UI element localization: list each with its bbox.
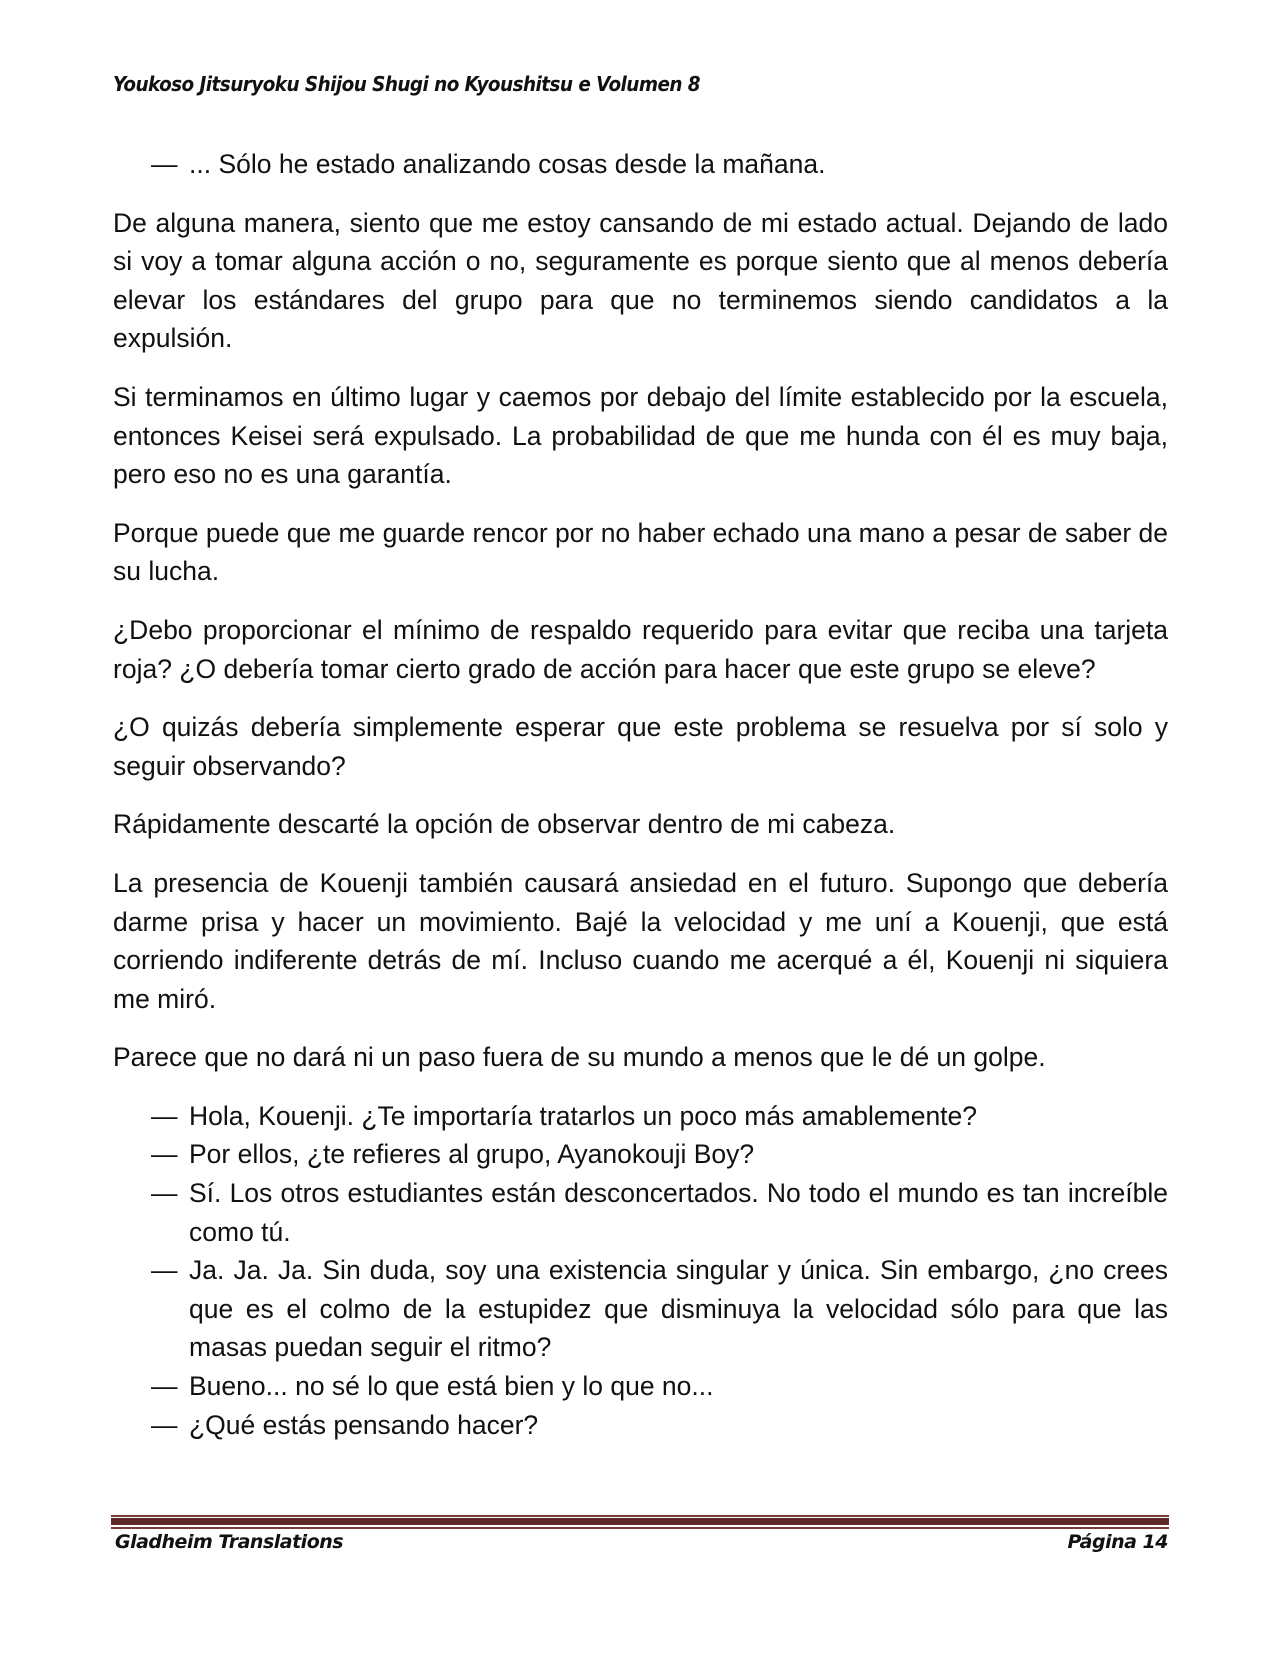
dialog-text: Ja. Ja. Ja. Sin duda, soy una existencia singular y única. Sin embargo, ¿no crees que es el colmo de la estupidez que disminuya la velocidad sólo para que las masas puedan seguir el ritmo? xyxy=(189,1255,1168,1363)
dialog-text: Por ellos, ¿te refieres al grupo, Ayanokouji Boy? xyxy=(189,1139,755,1170)
dialog-text: Sí. Los otros estudiantes están desconcertados. No todo el mundo es tan increíble como tú. xyxy=(189,1178,1168,1247)
dialog-line xyxy=(113,1174,1168,1251)
running-header: Youkoso Jitsuryoku Shijou Shugi no Kyoushitsu e Volumen 8 xyxy=(113,72,701,96)
dialog-text: ¿Qué estás pensando hacer? xyxy=(189,1409,539,1440)
dialog-line xyxy=(113,1135,1168,1174)
dialog-line xyxy=(113,1406,1168,1445)
em-dash: — xyxy=(151,1409,178,1440)
em-dash: — xyxy=(151,1178,178,1209)
paragraph: La presencia de Kouenji también causará ansiedad en el futuro. Supongo que debería darme prisa y hacer un movimiento. Bajé la velocidad y me uní a Kouenji, que está corriendo indiferente detrás de mí. Incluso cuando me acerqué a él, Kouenji ni siquiera me miró. xyxy=(113,867,1168,1014)
paragraph: ¿Debo proporcionar el mínimo de respaldo requerido para evitar que reciba una tarjeta roja? ¿O debería tomar cierto grado de acción para hacer que este grupo se eleve? xyxy=(113,614,1168,684)
dialog-line xyxy=(113,1251,1168,1367)
dialog-text: Hola, Kouenji. ¿Te importaría tratarlos un poco más amablemente? xyxy=(189,1100,978,1131)
dialog-line xyxy=(113,1097,1168,1136)
em-dash: — xyxy=(151,1100,178,1131)
em-dash: — xyxy=(151,1371,178,1402)
paragraph: Porque puede que me guarde rencor por no haber echado una mano a pesar de saber de su lucha. xyxy=(113,517,1168,587)
page-body xyxy=(113,145,1168,1464)
paragraph: De alguna manera, siento que me estoy cansando de mi estado actual. Dejando de lado si voy a tomar alguna acción o no, seguramente es porque siento que al menos debería elevar los estándares del grupo para que no terminemos siendo candidatos a la expulsión. xyxy=(113,207,1168,354)
footer-rule-top xyxy=(111,1515,1169,1517)
paragraph: Rápidamente descarté la opción de observar dentro de mi cabeza. xyxy=(113,809,896,840)
paragraph: Parece que no dará ni un paso fuera de su mundo a menos que le dé un golpe. xyxy=(113,1042,1046,1073)
footer-rule-bottom xyxy=(111,1527,1169,1529)
paragraph: Si terminamos en último lugar y caemos por debajo del límite establecido por la escuela, entonces Keisei será expulsado. La probabilidad de que me hunda con él es muy baja, pero eso no es una garantía. xyxy=(113,381,1168,490)
page-number: Página 14 xyxy=(1067,1531,1168,1553)
dialog-text: ... Sólo he estado analizando cosas desde la mañana. xyxy=(189,149,826,179)
em-dash: — xyxy=(151,1139,178,1170)
em-dash: — xyxy=(151,1255,178,1286)
em-dash: — xyxy=(151,149,178,179)
opening-dialog xyxy=(113,145,1168,184)
footer-credit: Gladheim Translations xyxy=(115,1531,344,1553)
footer-rule xyxy=(111,1518,1169,1525)
dialog-line xyxy=(113,1367,1168,1406)
dialog-line xyxy=(113,145,1168,184)
paragraph: ¿O quizás debería simplemente esperar que este problema se resuelva por sí solo y seguir observando? xyxy=(113,712,1168,781)
dialog-text: Bueno... no sé lo que está bien y lo que no... xyxy=(189,1371,714,1402)
dialog-block xyxy=(113,1097,1168,1444)
